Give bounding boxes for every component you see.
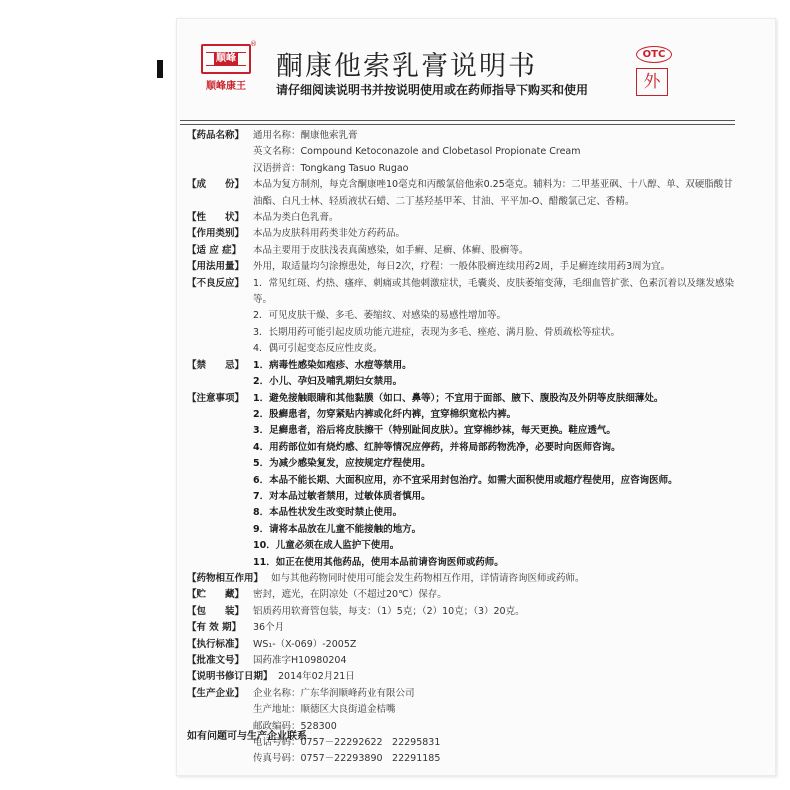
external-use-badge: 外 xyxy=(636,68,668,96)
section-line: 如与其他药物同时使用可能会发生药物相互作用，详情请咨询医师或药师。 xyxy=(271,572,585,584)
section-line: 1．避免接触眼睛和其他黏膜（如口、鼻等）；不宜用于面部、腋下、腹股沟及外阴等皮肤细薄处。 xyxy=(253,392,664,404)
footer-note: 如有问题可与生产企业联系 xyxy=(187,731,307,742)
section-label: 【药物相互作用】 xyxy=(187,572,264,584)
otc-badge: OTC xyxy=(636,46,672,63)
section-line: 3．足癣患者，浴后将皮肤擦干（特别趾间皮肤）。宜穿棉纱袜，每天更换。鞋应透气。 xyxy=(253,425,616,437)
leaflet-content xyxy=(187,128,737,768)
page-subtitle: 请仔细阅读说明书并按说明使用或在药师指导下购买和使用 xyxy=(276,83,589,97)
section-line: 3．长期用药可能引起皮质功能亢进症，表现为多毛、痤疮、满月脸、骨质疏松等症状。 xyxy=(253,326,621,338)
section-line: 2．小儿、孕妇及哺乳期妇女禁用。 xyxy=(253,376,403,388)
registered-mark: ® xyxy=(250,40,257,48)
section-line: WS₁-（X-069）-2005Z xyxy=(253,638,357,650)
section-line: 英文名称：Compound Ketoconazole and Clobetasol Propionate Cream xyxy=(253,146,581,158)
section-contraindications xyxy=(187,358,737,391)
section-line: 1．病毒性感染如疱疹、水痘等禁用。 xyxy=(253,359,412,371)
brand-logo xyxy=(200,40,257,92)
section-label: 【成 份】 xyxy=(187,179,245,191)
section-dosage xyxy=(187,259,737,275)
section-line: 36个月 xyxy=(253,622,285,634)
section-line: 企业名称：广东华润顺峰药业有限公司 xyxy=(253,687,415,699)
section-line: 通用名称：酮康他索乳膏 xyxy=(253,130,358,141)
section-line: 电话号码：0757－22292622 22295831 xyxy=(253,737,441,749)
section-label: 【包 装】 xyxy=(187,605,245,617)
section-line: 6．本品不能长期、大面积应用，亦不宜采用封包治疗。如需大面积使用或超疗程使用，应咨询医师。 xyxy=(253,474,678,486)
section-line: 生产地址：顺德区大良街道金桔嘴 xyxy=(253,704,396,716)
section-line: 传真号码：0757－22293890 22291185 xyxy=(253,753,441,765)
section-label: 【禁 忌】 xyxy=(187,359,245,371)
section-indications xyxy=(187,243,737,259)
section-line: 9．请将本品放在儿童不能接触的地方。 xyxy=(253,523,422,535)
section-line: 5．为减少感染复发，应按规定疗程使用。 xyxy=(253,458,431,470)
section-label: 【说明书修订日期】 xyxy=(187,671,273,683)
section-approval xyxy=(187,653,737,669)
section-label: 【性 状】 xyxy=(187,212,245,224)
section-line: 邮政编码：528300 xyxy=(253,720,337,732)
section-composition xyxy=(187,177,737,210)
section-line: 本品为复方制剂，每克含酮康唑10毫克和丙酸氯倍他索0.25毫克。辅料为：二甲基亚砜、十八醇、单、双硬脂酸甘油酯、白凡士林、轻质液状石蜡、二丁基羟基甲苯、甘油、平平加-O、醋酸氯己定、香精。 xyxy=(253,179,733,207)
section-appearance xyxy=(187,210,737,226)
section-label: 【注意事项】 xyxy=(187,392,245,404)
section-line: 国药准字H10980204 xyxy=(253,655,347,666)
logo-emblem-text: 顺峰 xyxy=(216,53,236,64)
section-standard xyxy=(187,637,737,653)
section-line: 本品主要用于皮肤浅表真菌感染，如手癣、足癣、体癣、股癣等。 xyxy=(253,244,529,256)
section-line: 2．可见皮肤干燥、多毛、萎缩纹、对感染的易感性增加等。 xyxy=(253,310,507,322)
brand-name: 顺峰康王 xyxy=(206,81,246,92)
section-label: 【批准文号】 xyxy=(187,655,245,666)
section-line: 密封，遮光，在阴凉处（不超过20℃）保存。 xyxy=(253,589,447,601)
section-label: 【适 应 症】 xyxy=(187,244,242,256)
section-line: 7．对本品过敏者禁用，过敏体质者慎用。 xyxy=(253,490,431,502)
section-label: 【作用类别】 xyxy=(187,228,245,240)
section-label: 【执行标准】 xyxy=(187,638,245,650)
section-label: 【有 效 期】 xyxy=(187,622,242,634)
section-line: 汉语拼音：Tongkang Tasuo Rugao xyxy=(253,162,409,174)
section-precautions xyxy=(187,391,737,571)
section-label: 【不良反应】 xyxy=(187,277,245,289)
section-package xyxy=(187,604,737,620)
section-line: 2014年02月21日 xyxy=(278,671,355,683)
section-line: 4．偶可引起变态反应性皮炎。 xyxy=(253,343,383,355)
section-line: 4．用药部位如有烧灼感、红肿等情况应停药，并将局部药物洗净，必要时向医师咨询。 xyxy=(253,441,621,453)
section-line: 外用，取适量均匀涂擦患处，每日2次，疗程：一般体股癣连续用药2周，手足癣连续用药3周为宜。 xyxy=(253,261,671,273)
section-label: 【贮 藏】 xyxy=(187,589,245,601)
section-line: 本品为类白色乳膏。 xyxy=(253,212,339,224)
section-category xyxy=(187,226,737,242)
section-name xyxy=(187,128,737,177)
section-label: 【用法用量】 xyxy=(187,261,245,273)
section-label: 【药品名称】 xyxy=(187,130,245,141)
logo-emblem xyxy=(201,40,257,74)
section-interactions xyxy=(187,571,737,587)
section-validity xyxy=(187,620,737,636)
section-line: 1．常见红斑、灼热、瘙痒、刺痛或其他刺激症状，毛囊炎、皮肤萎缩变薄，毛细血管扩张、色素沉着以及继发感染等。 xyxy=(253,277,735,306)
header-divider xyxy=(180,120,735,121)
section-line: 11．如正在使用其他药品，使用本品前请咨询医师或药师。 xyxy=(253,556,504,568)
section-line: 2．股癣患者，勿穿紧贴内裤或化纤内裤，宜穿棉织宽松内裤。 xyxy=(253,408,517,420)
page-title: 酮康他索乳膏说明书 xyxy=(276,51,537,82)
section-line: 铝质药用软膏管包装，每支：（1）5克；（2）10克；（3）20克。 xyxy=(253,605,525,617)
crop-mark xyxy=(157,60,163,78)
section-revision xyxy=(187,669,737,685)
section-adverse xyxy=(187,276,737,358)
section-line: 本品为皮肤科用药类非处方药药品。 xyxy=(253,228,406,240)
section-storage xyxy=(187,587,737,603)
header-divider-secondary xyxy=(180,124,735,125)
section-line: 8．本品性状发生改变时禁止使用。 xyxy=(253,507,403,519)
section-line: 10．儿童必须在成人监护下使用。 xyxy=(253,540,400,552)
section-label: 【生产企业】 xyxy=(187,687,245,699)
